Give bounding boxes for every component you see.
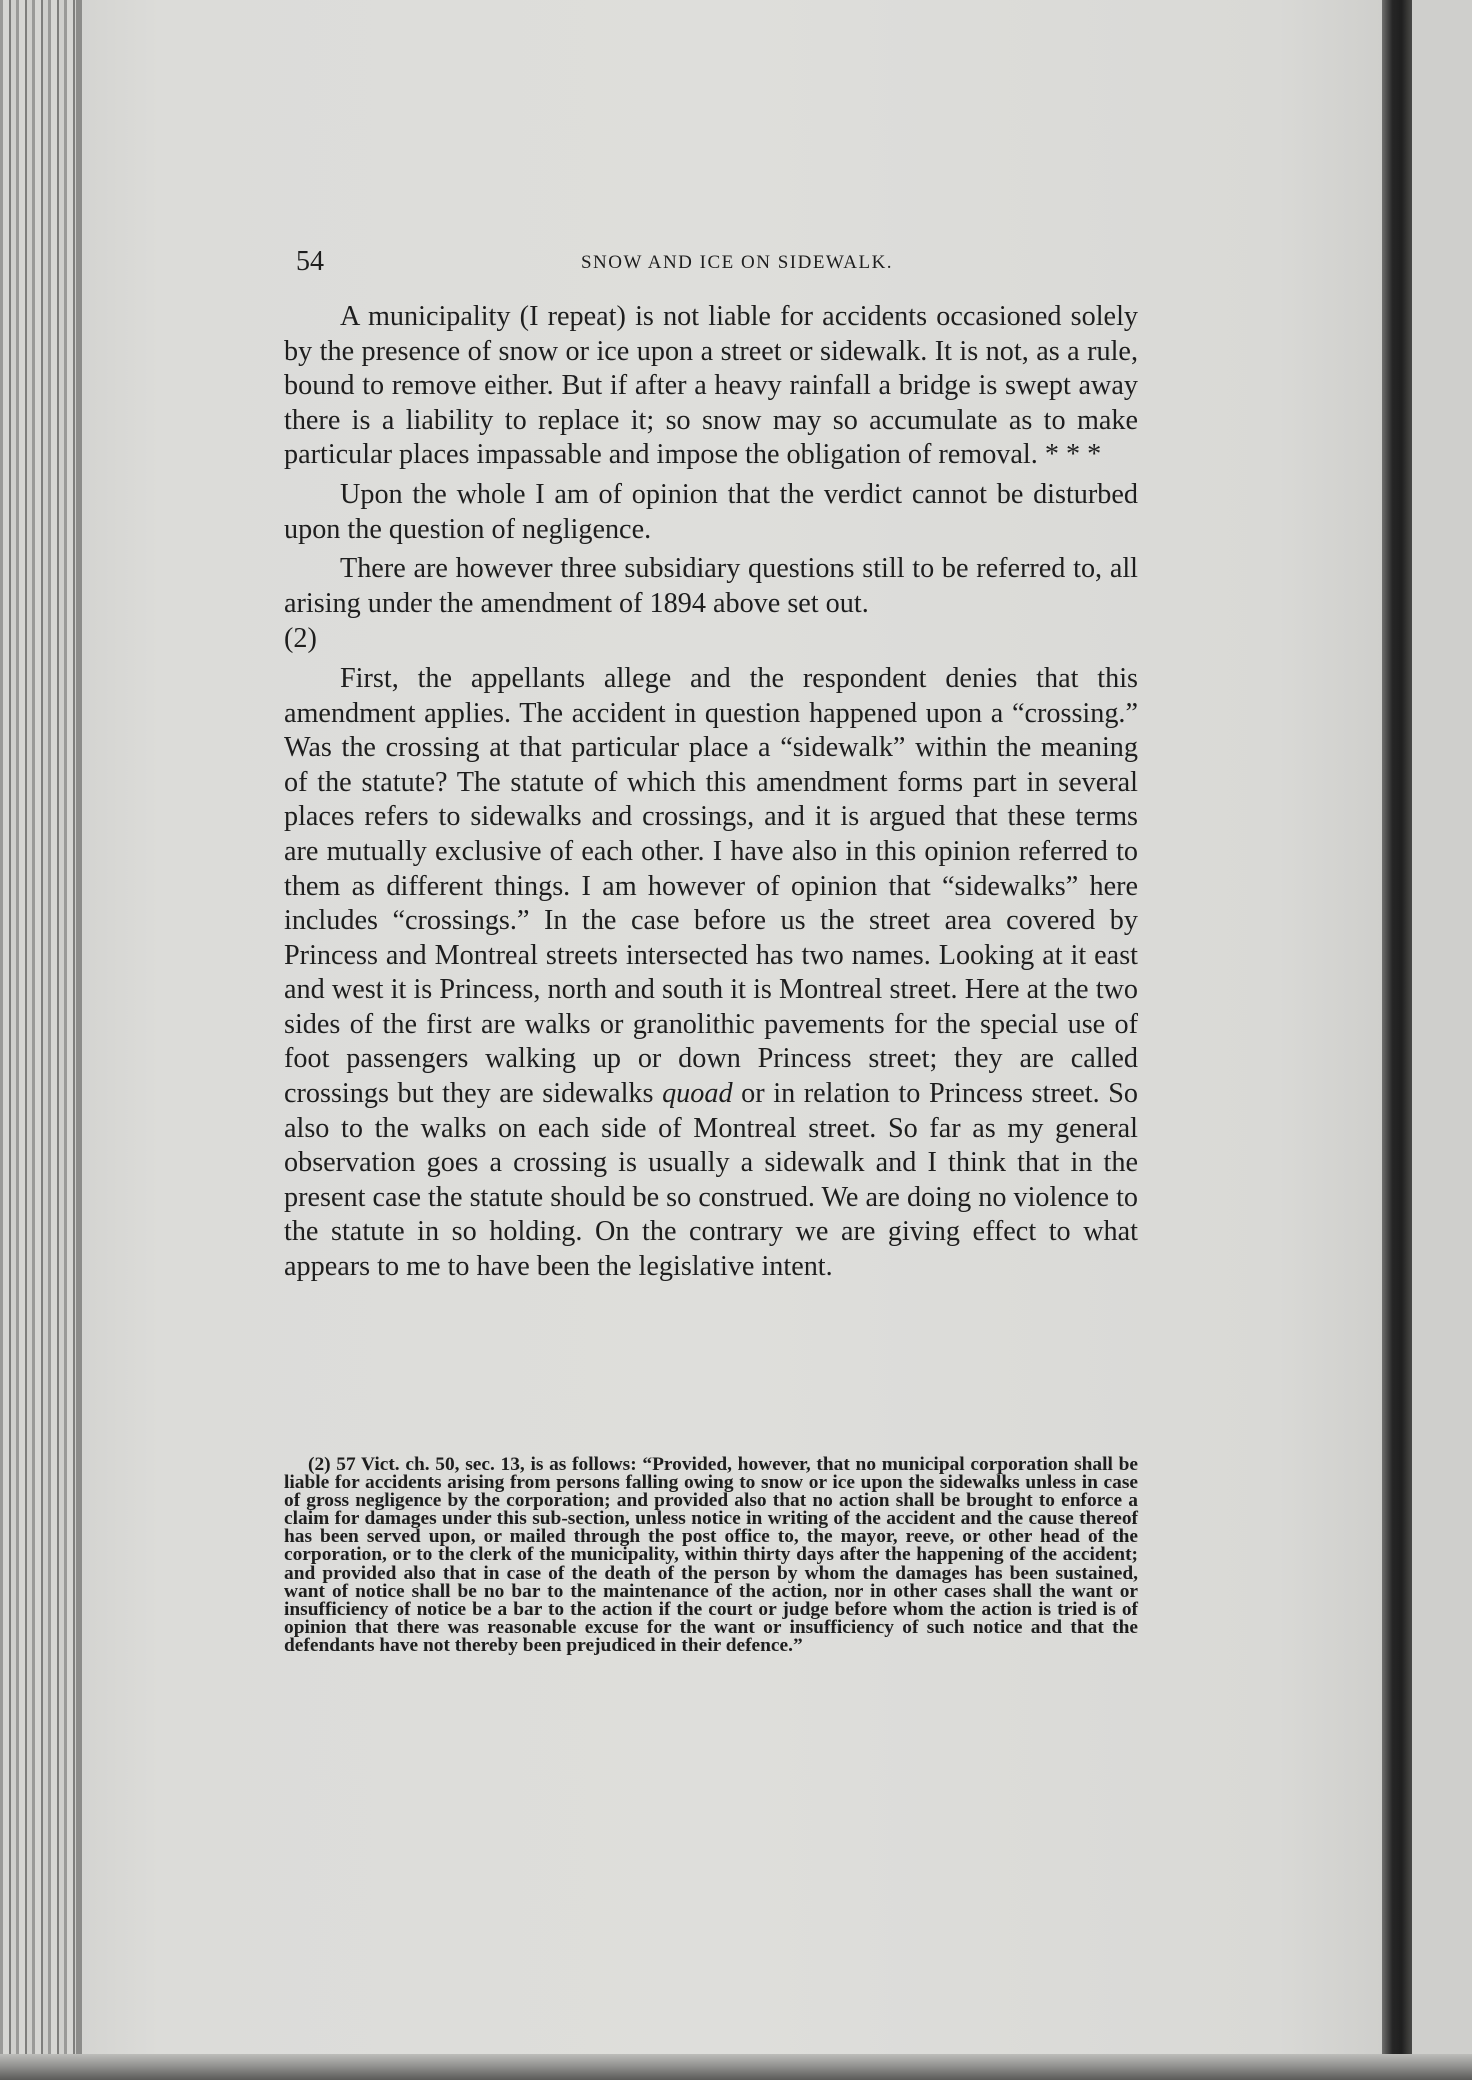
running-head: SNOW AND ICE ON SIDEWALK.	[580, 252, 894, 273]
facing-page-edge	[1412, 0, 1472, 2080]
paragraph-text: First, the appellants allege and the respondent denies that this amendment applies. The accident in question happened upon a “crossing.” Was the crossing at that particular place a “sidewalk” within the meaning of the statute? The statute of which this amendment forms part in several places refers to sidewalks and crossings, and it is argued that these terms are mutually exclusive of each other. I have also in this opinion referred to them as different things. I am however of opinion that “sidewalks” here includes “crossings.” In the case before us the street area covered by Princess and Montreal streets intersected has two names. Looking at it east and west it is Princess, north and south it is Montreal street. Here at the two sides of the first are walks or granolithic pavements for the special use of foot passengers walking up or down Princess street; they are called crossings but they are sidewalks	[284, 662, 1138, 1110]
page-bottom-edge	[0, 2054, 1472, 2080]
body-text	[284, 300, 1138, 1290]
italic-term: quoad	[662, 1078, 733, 1110]
paragraph	[284, 662, 1138, 1285]
paragraph: There are however three subsidiary questions still to be referred to, all arising under the amendment of 1894 above set out.	[284, 553, 1138, 619]
page-header	[296, 246, 1138, 286]
footnote: (2) 57 Vict. ch. 50, sec. 13, is as follows: “Provided, however, that no municipal corporation shall be liable for accidents arising from persons falling owing to snow or ice upon the sidewalks unless in case of gross negligence by the corporation; and provided also that no action shall be brought to enforce a claim for damages under this sub-section, unless notice in writing of the accident and the cause thereof has been served upon, or mailed through the post office to, the mayor, reeve, or other head of the corporation, or to the clerk of the municipality, within thirty days after the happening of the accident; and provided also that in case of the death of the person by whom the damages has been sustained, want of notice shall be no bar to the maintenance of the action, nor in other cases shall the want or insufficiency of notice be a bar to the action if the court or judge before whom the action is tried is of opinion that there was reasonable excuse for the want or insufficiency of such notice and that the defendants have not thereby been prejudiced in their defence.”	[284, 1454, 1138, 1656]
book-binding-edge	[0, 0, 82, 2080]
book-gutter	[1382, 0, 1412, 2080]
paragraph: Upon the whole I am of opinion that the verdict cannot be disturbed upon the question of negligence.	[284, 478, 1138, 545]
page-number: 54	[296, 246, 324, 277]
footnote-reference: (2)	[284, 623, 317, 655]
paragraph-text: or in relation to Princess street. So also to the walks on each side of Montreal street. So far as my general observation goes a crossing is usually a sidewalk and I think that in the present case the statute should be so construed. We are doing no violence to the statute in so holding. On the contrary we are giving effect to what appears to me to have been the legislative intent.	[284, 1078, 1139, 1283]
paragraph: A municipality (I repeat) is not liable for accidents occasioned solely by the presence of snow or ice upon a street or sidewalk. It is not, as a rule, bound to remove either. But if after a heavy rainfall a bridge is swept away there is a liability to replace it; so snow may so accumulate as to make particular places impassable and impose the obligation of removal. * * *	[284, 301, 1138, 471]
